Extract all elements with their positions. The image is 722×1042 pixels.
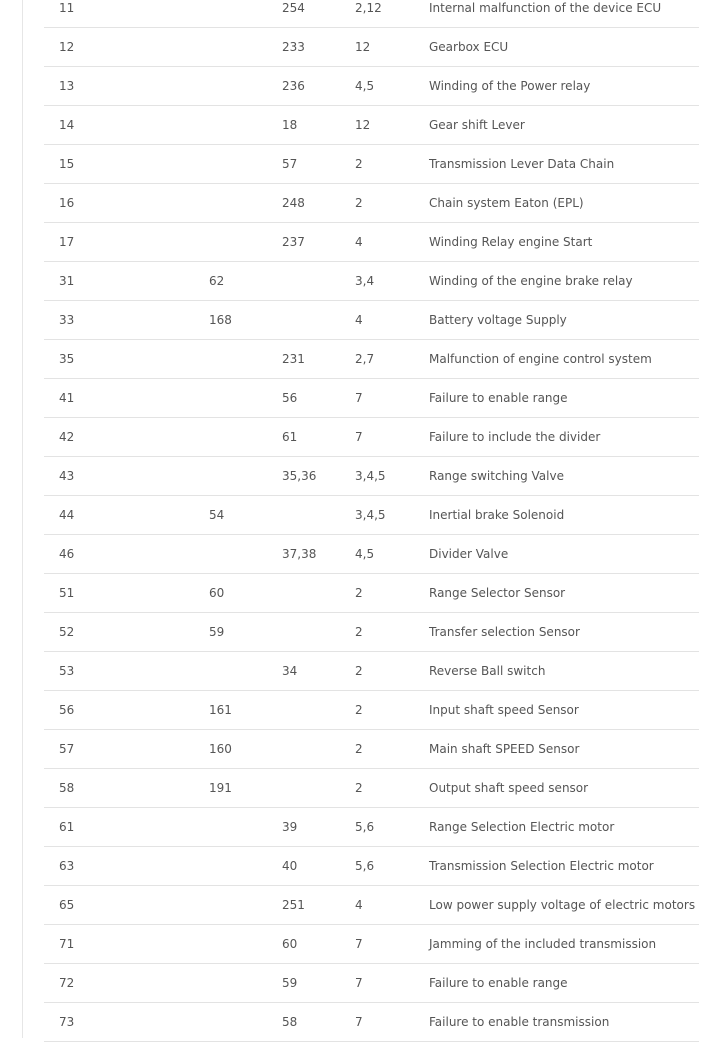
code-cell: 73: [44, 1003, 194, 1042]
description-cell: Winding Relay engine Start: [414, 223, 699, 262]
fmi-cell: 12: [340, 28, 414, 67]
fmi-cell: 3,4,5: [340, 496, 414, 535]
code-cell: 42: [44, 418, 194, 457]
code-cell: 33: [44, 301, 194, 340]
spn-cell: [194, 808, 267, 847]
table-row: [44, 223, 699, 262]
description-cell: Internal malfunction of the device ECU: [414, 0, 699, 28]
table-row: [44, 379, 699, 418]
fmi-cell: 2: [340, 652, 414, 691]
code-cell: 61: [44, 808, 194, 847]
table-row: [44, 301, 699, 340]
ppid-cell: 233: [267, 28, 340, 67]
spn-cell: 62: [194, 262, 267, 301]
spn-cell: [194, 28, 267, 67]
spn-cell: [194, 886, 267, 925]
description-cell: Failure to enable range: [414, 379, 699, 418]
table-row: [44, 0, 699, 28]
table-row: [44, 730, 699, 769]
fmi-cell: 2,12: [340, 0, 414, 28]
table-row: [44, 613, 699, 652]
description-cell: Failure to enable range: [414, 964, 699, 1003]
ppid-cell: 58: [267, 1003, 340, 1042]
ppid-cell: 248: [267, 184, 340, 223]
description-cell: Low power supply voltage of electric motors: [414, 886, 699, 925]
fmi-cell: 7: [340, 925, 414, 964]
spn-cell: 161: [194, 691, 267, 730]
description-cell: Transmission Selection Electric motor: [414, 847, 699, 886]
description-cell: Malfunction of engine control system: [414, 340, 699, 379]
table-row: [44, 847, 699, 886]
description-cell: Battery voltage Supply: [414, 301, 699, 340]
fmi-cell: 7: [340, 379, 414, 418]
description-cell: Range Selection Electric motor: [414, 808, 699, 847]
code-cell: 41: [44, 379, 194, 418]
fault-code-table: [44, 0, 699, 1042]
spn-cell: [194, 847, 267, 886]
ppid-cell: 231: [267, 340, 340, 379]
spn-cell: [194, 0, 267, 28]
fmi-cell: 7: [340, 1003, 414, 1042]
spn-cell: [194, 379, 267, 418]
table-row: [44, 418, 699, 457]
ppid-cell: 254: [267, 0, 340, 28]
fmi-cell: 5,6: [340, 808, 414, 847]
fmi-cell: 2: [340, 769, 414, 808]
table-body: [44, 0, 699, 1042]
code-cell: 51: [44, 574, 194, 613]
fmi-cell: 2,7: [340, 340, 414, 379]
fmi-cell: 4,5: [340, 535, 414, 574]
description-cell: Jamming of the included transmission: [414, 925, 699, 964]
fmi-cell: 7: [340, 964, 414, 1003]
ppid-cell: [267, 301, 340, 340]
spn-cell: 54: [194, 496, 267, 535]
description-cell: Gearbox ECU: [414, 28, 699, 67]
code-cell: 65: [44, 886, 194, 925]
description-cell: Main shaft SPEED Sensor: [414, 730, 699, 769]
code-cell: 57: [44, 730, 194, 769]
spn-cell: [194, 340, 267, 379]
code-cell: 53: [44, 652, 194, 691]
ppid-cell: 251: [267, 886, 340, 925]
code-cell: 72: [44, 964, 194, 1003]
table-row: [44, 457, 699, 496]
spn-cell: 191: [194, 769, 267, 808]
code-cell: 35: [44, 340, 194, 379]
table-row: [44, 262, 699, 301]
ppid-cell: 40: [267, 847, 340, 886]
fmi-cell: 2: [340, 574, 414, 613]
ppid-cell: 18: [267, 106, 340, 145]
fmi-cell: 2: [340, 730, 414, 769]
spn-cell: [194, 652, 267, 691]
table-row: [44, 808, 699, 847]
description-cell: Failure to include the divider: [414, 418, 699, 457]
ppid-cell: [267, 496, 340, 535]
code-cell: 11: [44, 0, 194, 28]
spn-cell: [194, 223, 267, 262]
ppid-cell: 237: [267, 223, 340, 262]
fmi-cell: 4: [340, 886, 414, 925]
spn-cell: [194, 106, 267, 145]
ppid-cell: 37,38: [267, 535, 340, 574]
spn-cell: [194, 964, 267, 1003]
fmi-cell: 3,4,5: [340, 457, 414, 496]
code-cell: 12: [44, 28, 194, 67]
table-row: [44, 496, 699, 535]
code-cell: 44: [44, 496, 194, 535]
spn-cell: 160: [194, 730, 267, 769]
description-cell: Failure to enable transmission: [414, 1003, 699, 1042]
spn-cell: [194, 67, 267, 106]
description-cell: Gear shift Lever: [414, 106, 699, 145]
ppid-cell: [267, 262, 340, 301]
code-cell: 17: [44, 223, 194, 262]
code-cell: 43: [44, 457, 194, 496]
fmi-cell: 2: [340, 691, 414, 730]
spn-cell: [194, 535, 267, 574]
description-cell: Chain system Eaton (EPL): [414, 184, 699, 223]
code-cell: 16: [44, 184, 194, 223]
table-row: [44, 886, 699, 925]
table-row: [44, 769, 699, 808]
spn-cell: [194, 925, 267, 964]
fmi-cell: 3,4: [340, 262, 414, 301]
code-cell: 63: [44, 847, 194, 886]
code-cell: 52: [44, 613, 194, 652]
ppid-cell: 60: [267, 925, 340, 964]
fmi-cell: 2: [340, 145, 414, 184]
description-cell: Inertial brake Solenoid: [414, 496, 699, 535]
spn-cell: 59: [194, 613, 267, 652]
ppid-cell: 61: [267, 418, 340, 457]
description-cell: Winding of the Power relay: [414, 67, 699, 106]
spn-cell: 168: [194, 301, 267, 340]
table-row: [44, 691, 699, 730]
code-cell: 14: [44, 106, 194, 145]
fmi-cell: 2: [340, 613, 414, 652]
table-row: [44, 145, 699, 184]
description-cell: Divider Valve: [414, 535, 699, 574]
code-cell: 71: [44, 925, 194, 964]
ppid-cell: [267, 691, 340, 730]
description-cell: Transfer selection Sensor: [414, 613, 699, 652]
spn-cell: [194, 418, 267, 457]
ppid-cell: [267, 613, 340, 652]
table-row: [44, 340, 699, 379]
ppid-cell: [267, 730, 340, 769]
table-row: [44, 28, 699, 67]
description-cell: Range switching Valve: [414, 457, 699, 496]
ppid-cell: 57: [267, 145, 340, 184]
spn-cell: [194, 184, 267, 223]
code-cell: 58: [44, 769, 194, 808]
description-cell: Reverse Ball switch: [414, 652, 699, 691]
table-row: [44, 1003, 699, 1042]
ppid-cell: 39: [267, 808, 340, 847]
code-cell: 13: [44, 67, 194, 106]
description-cell: Winding of the engine brake relay: [414, 262, 699, 301]
code-cell: 56: [44, 691, 194, 730]
fmi-cell: 7: [340, 418, 414, 457]
ppid-cell: [267, 769, 340, 808]
table-row: [44, 964, 699, 1003]
spn-cell: [194, 457, 267, 496]
fmi-cell: 2: [340, 184, 414, 223]
table-row: [44, 67, 699, 106]
ppid-cell: 34: [267, 652, 340, 691]
spn-cell: [194, 1003, 267, 1042]
fmi-cell: 4,5: [340, 67, 414, 106]
description-cell: Transmission Lever Data Chain: [414, 145, 699, 184]
description-cell: Range Selector Sensor: [414, 574, 699, 613]
ppid-cell: 56: [267, 379, 340, 418]
table-row: [44, 925, 699, 964]
ppid-cell: [267, 574, 340, 613]
fmi-cell: 5,6: [340, 847, 414, 886]
fmi-cell: 4: [340, 223, 414, 262]
ppid-cell: 59: [267, 964, 340, 1003]
table-row: [44, 106, 699, 145]
description-cell: Output shaft speed sensor: [414, 769, 699, 808]
fmi-cell: 4: [340, 301, 414, 340]
ppid-cell: 35,36: [267, 457, 340, 496]
description-cell: Input shaft speed Sensor: [414, 691, 699, 730]
code-cell: 31: [44, 262, 194, 301]
content-area: [22, 0, 722, 1038]
code-cell: 46: [44, 535, 194, 574]
table-row: [44, 535, 699, 574]
table-row: [44, 184, 699, 223]
ppid-cell: 236: [267, 67, 340, 106]
code-cell: 15: [44, 145, 194, 184]
table-row: [44, 652, 699, 691]
fmi-cell: 12: [340, 106, 414, 145]
table-row: [44, 574, 699, 613]
spn-cell: [194, 145, 267, 184]
spn-cell: 60: [194, 574, 267, 613]
